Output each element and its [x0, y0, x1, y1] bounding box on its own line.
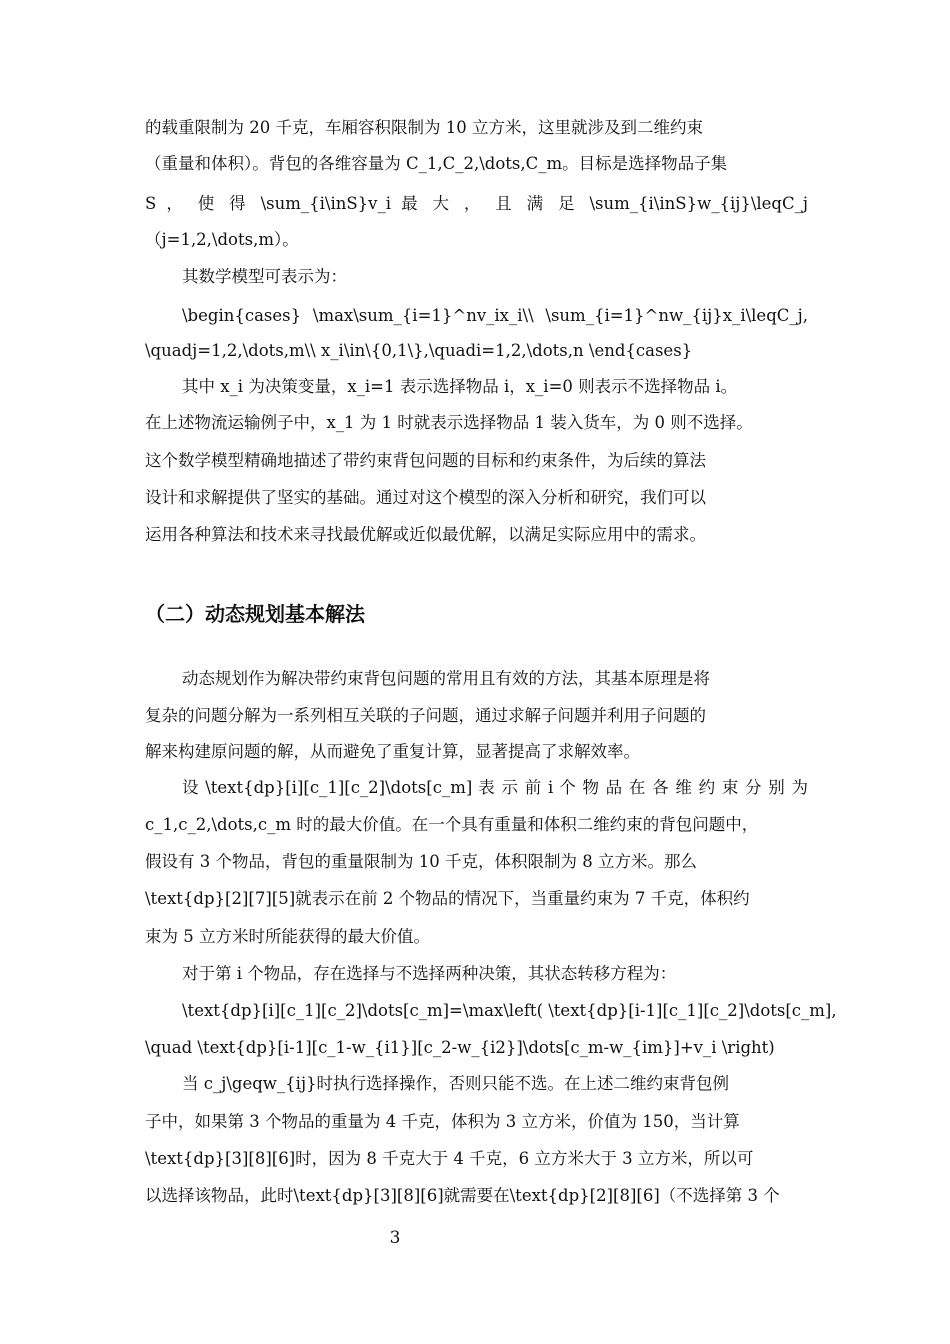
body-text-line: 的载重限制为 20 千克，车厢容积限制为 10 立方米，这里就涉及到二维约束: [145, 118, 703, 137]
body-text-line: 设 \text{dp}[i][c_1][c_2]\dots[c_m] 表 示 前 i 个 物 品 在 各 维 约 束 分 别 为: [182, 778, 808, 797]
body-text-line: （j=1,2,\dots,m）。: [145, 230, 299, 249]
body-text-line: 运用各种算法和技术来寻找最优解或近似最优解，以满足实际应用中的需求。: [145, 525, 706, 544]
body-text-line: S ， 使 得 \sum_{i\inS}v_i 最 大 ， 且 满 足 \sum_{i\inS}w_{ij}\leqC_j: [145, 194, 808, 213]
body-text-line: 解来构建原问题的解，从而避免了重复计算，显著提高了求解效率。: [145, 742, 640, 761]
section-heading: （二）动态规划基本解法: [145, 602, 365, 626]
body-text-line: 设计和求解提供了坚实的基础。通过对这个模型的深入分析和研究，我们可以: [145, 488, 706, 507]
body-text-line: 这个数学模型精确地描述了带约束背包问题的目标和约束条件，为后续的算法: [145, 451, 706, 470]
body-text-line: 对于第 i 个物品，存在选择与不选择两种决策，其状态转移方程为：: [182, 964, 677, 983]
formula-line: \text{dp}[i][c_1][c_2]\dots[c_m]=\max\left( \text{dp}[i-1][c_1][c_2]\dots[c_m],: [182, 1001, 837, 1020]
formula-line: \quad \text{dp}[i-1][c_1-w_{i1}][c_2-w_{i2}]\dots[c_m-w_{im}]+v_i \right): [145, 1038, 775, 1057]
formula-line: \begin{cases} \max\sum_{i=1}^nv_ix_i\\ \sum_{i=1}^nw_{ij}x_i\leqC_j,: [182, 306, 808, 325]
body-text-line: 假设有 3 个物品，背包的重量限制为 10 千克，体积限制为 8 立方米。那么: [145, 852, 697, 871]
body-text-line: c_1,c_2,\dots,c_m 时的最大价值。在一个具有重量和体积二维约束的背包问题中，: [145, 815, 759, 834]
body-text-line: 复杂的问题分解为一系列相互关联的子问题，通过求解子问题并利用子问题的: [145, 706, 706, 725]
body-text-line: 束为 5 立方米时所能获得的最大价值。: [145, 927, 430, 946]
body-text-line: \text{dp}[2][7][5]就表示在前 2 个物品的情况下，当重量约束为 7 千克，体积约: [145, 889, 750, 908]
body-text-line: 当 c_j\geqw_{ij}时执行选择操作，否则只能不选。在上述二维约束背包例: [182, 1074, 730, 1093]
body-text-line: \text{dp}[3][8][6]时，因为 8 千克大于 4 千克，6 立方米大于 3 立方米，所以可: [145, 1149, 754, 1168]
body-text-line: 在上述物流运输例子中，x_1 为 1 时就表示选择物品 1 装入货车，为 0 则不选择。: [145, 413, 753, 432]
page-number: 3: [389, 1228, 401, 1248]
body-text-line: 子中，如果第 3 个物品的重量为 4 千克，体积为 3 立方米，价值为 150，当计算: [145, 1112, 740, 1131]
body-text-line: 以选择该物品，此时\text{dp}[3][8][6]就需要在\text{dp}[2][8][6]（不选择第 3 个: [145, 1186, 780, 1205]
body-text-line: 其数学模型可表示为：: [182, 267, 347, 286]
body-text-line: 其中 x_i 为决策变量，x_i=1 表示选择物品 i，x_i=0 则表示不选择物品 i。: [182, 377, 738, 396]
body-text-line: 动态规划作为解决带约束背包问题的常用且有效的方法，其基本原理是将: [182, 669, 710, 688]
formula-line: \quadj=1,2,\dots,m\\ x_i\in\{0,1\},\quadi=1,2,\dots,n \end{cases}: [145, 341, 693, 360]
body-text-line: （重量和体积）。背包的各维容量为 C_1,C_2,\dots,C_m。目标是选择物品子集: [145, 154, 728, 173]
